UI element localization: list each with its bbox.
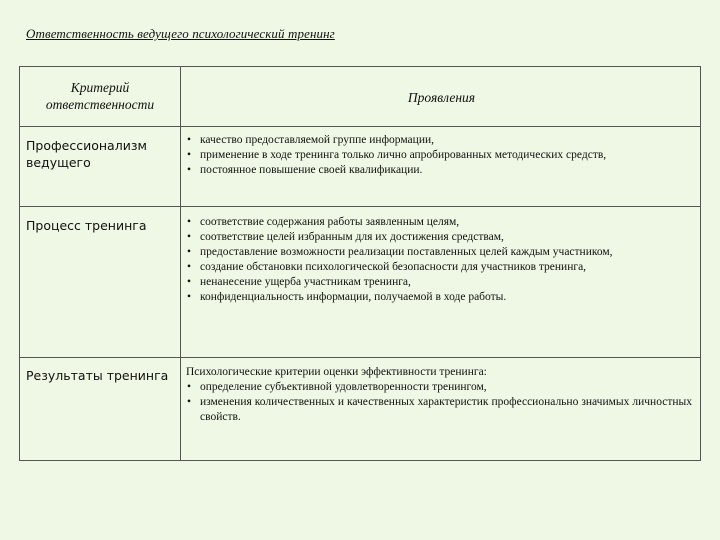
row-items-results bbox=[186, 365, 692, 425]
results-intro: Психологические критерии оценки эффективности тренинга: bbox=[186, 366, 487, 378]
list-item: • постоянное повышение своей квалификации. bbox=[186, 163, 692, 178]
list-item: • определение субъективной удовлетворенности тренингом, bbox=[186, 380, 692, 395]
list-item: • предоставление возможности реализации поставленных целей каждым участником, bbox=[186, 245, 692, 260]
results-list bbox=[186, 380, 692, 425]
row-items-professionalism bbox=[186, 133, 692, 178]
header-criterion: Критерий ответственности bbox=[45, 80, 155, 112]
row-criterion-professionalism: Профессионализм ведущего bbox=[26, 138, 147, 170]
list-item: • конфиденциальность информации, получаемой в ходе работы. bbox=[186, 290, 692, 305]
list-item: • соответствие содержания работы заявленным целям, bbox=[186, 215, 692, 230]
list-item: • применение в ходе тренинга только лично апробированных методических средств, bbox=[186, 148, 692, 163]
row-divider bbox=[20, 126, 700, 127]
row-criterion-results: Результаты тренинга bbox=[26, 368, 169, 383]
row-items-process bbox=[186, 215, 692, 305]
row-divider bbox=[20, 357, 700, 358]
row-criterion-process: Процесс тренинга bbox=[26, 218, 147, 233]
list-item: • изменения количественных и качественных характеристик профессионально значимых личностных свойств. bbox=[186, 395, 692, 425]
list-item: • качество предоставляемой группе информации, bbox=[186, 133, 692, 148]
list-item: • соответствие целей избранным для их достижения средствам, bbox=[186, 230, 692, 245]
list-item: • ненанесение ущерба участникам тренинга, bbox=[186, 275, 692, 290]
page-title: Ответственность ведущего психологический тренинг bbox=[26, 26, 335, 41]
list-item: • создание обстановки психологической безопасности для участников тренинга, bbox=[186, 260, 692, 275]
responsibility-table bbox=[19, 66, 701, 461]
row-divider bbox=[20, 206, 700, 207]
header-manifestations: Проявления bbox=[407, 90, 476, 105]
